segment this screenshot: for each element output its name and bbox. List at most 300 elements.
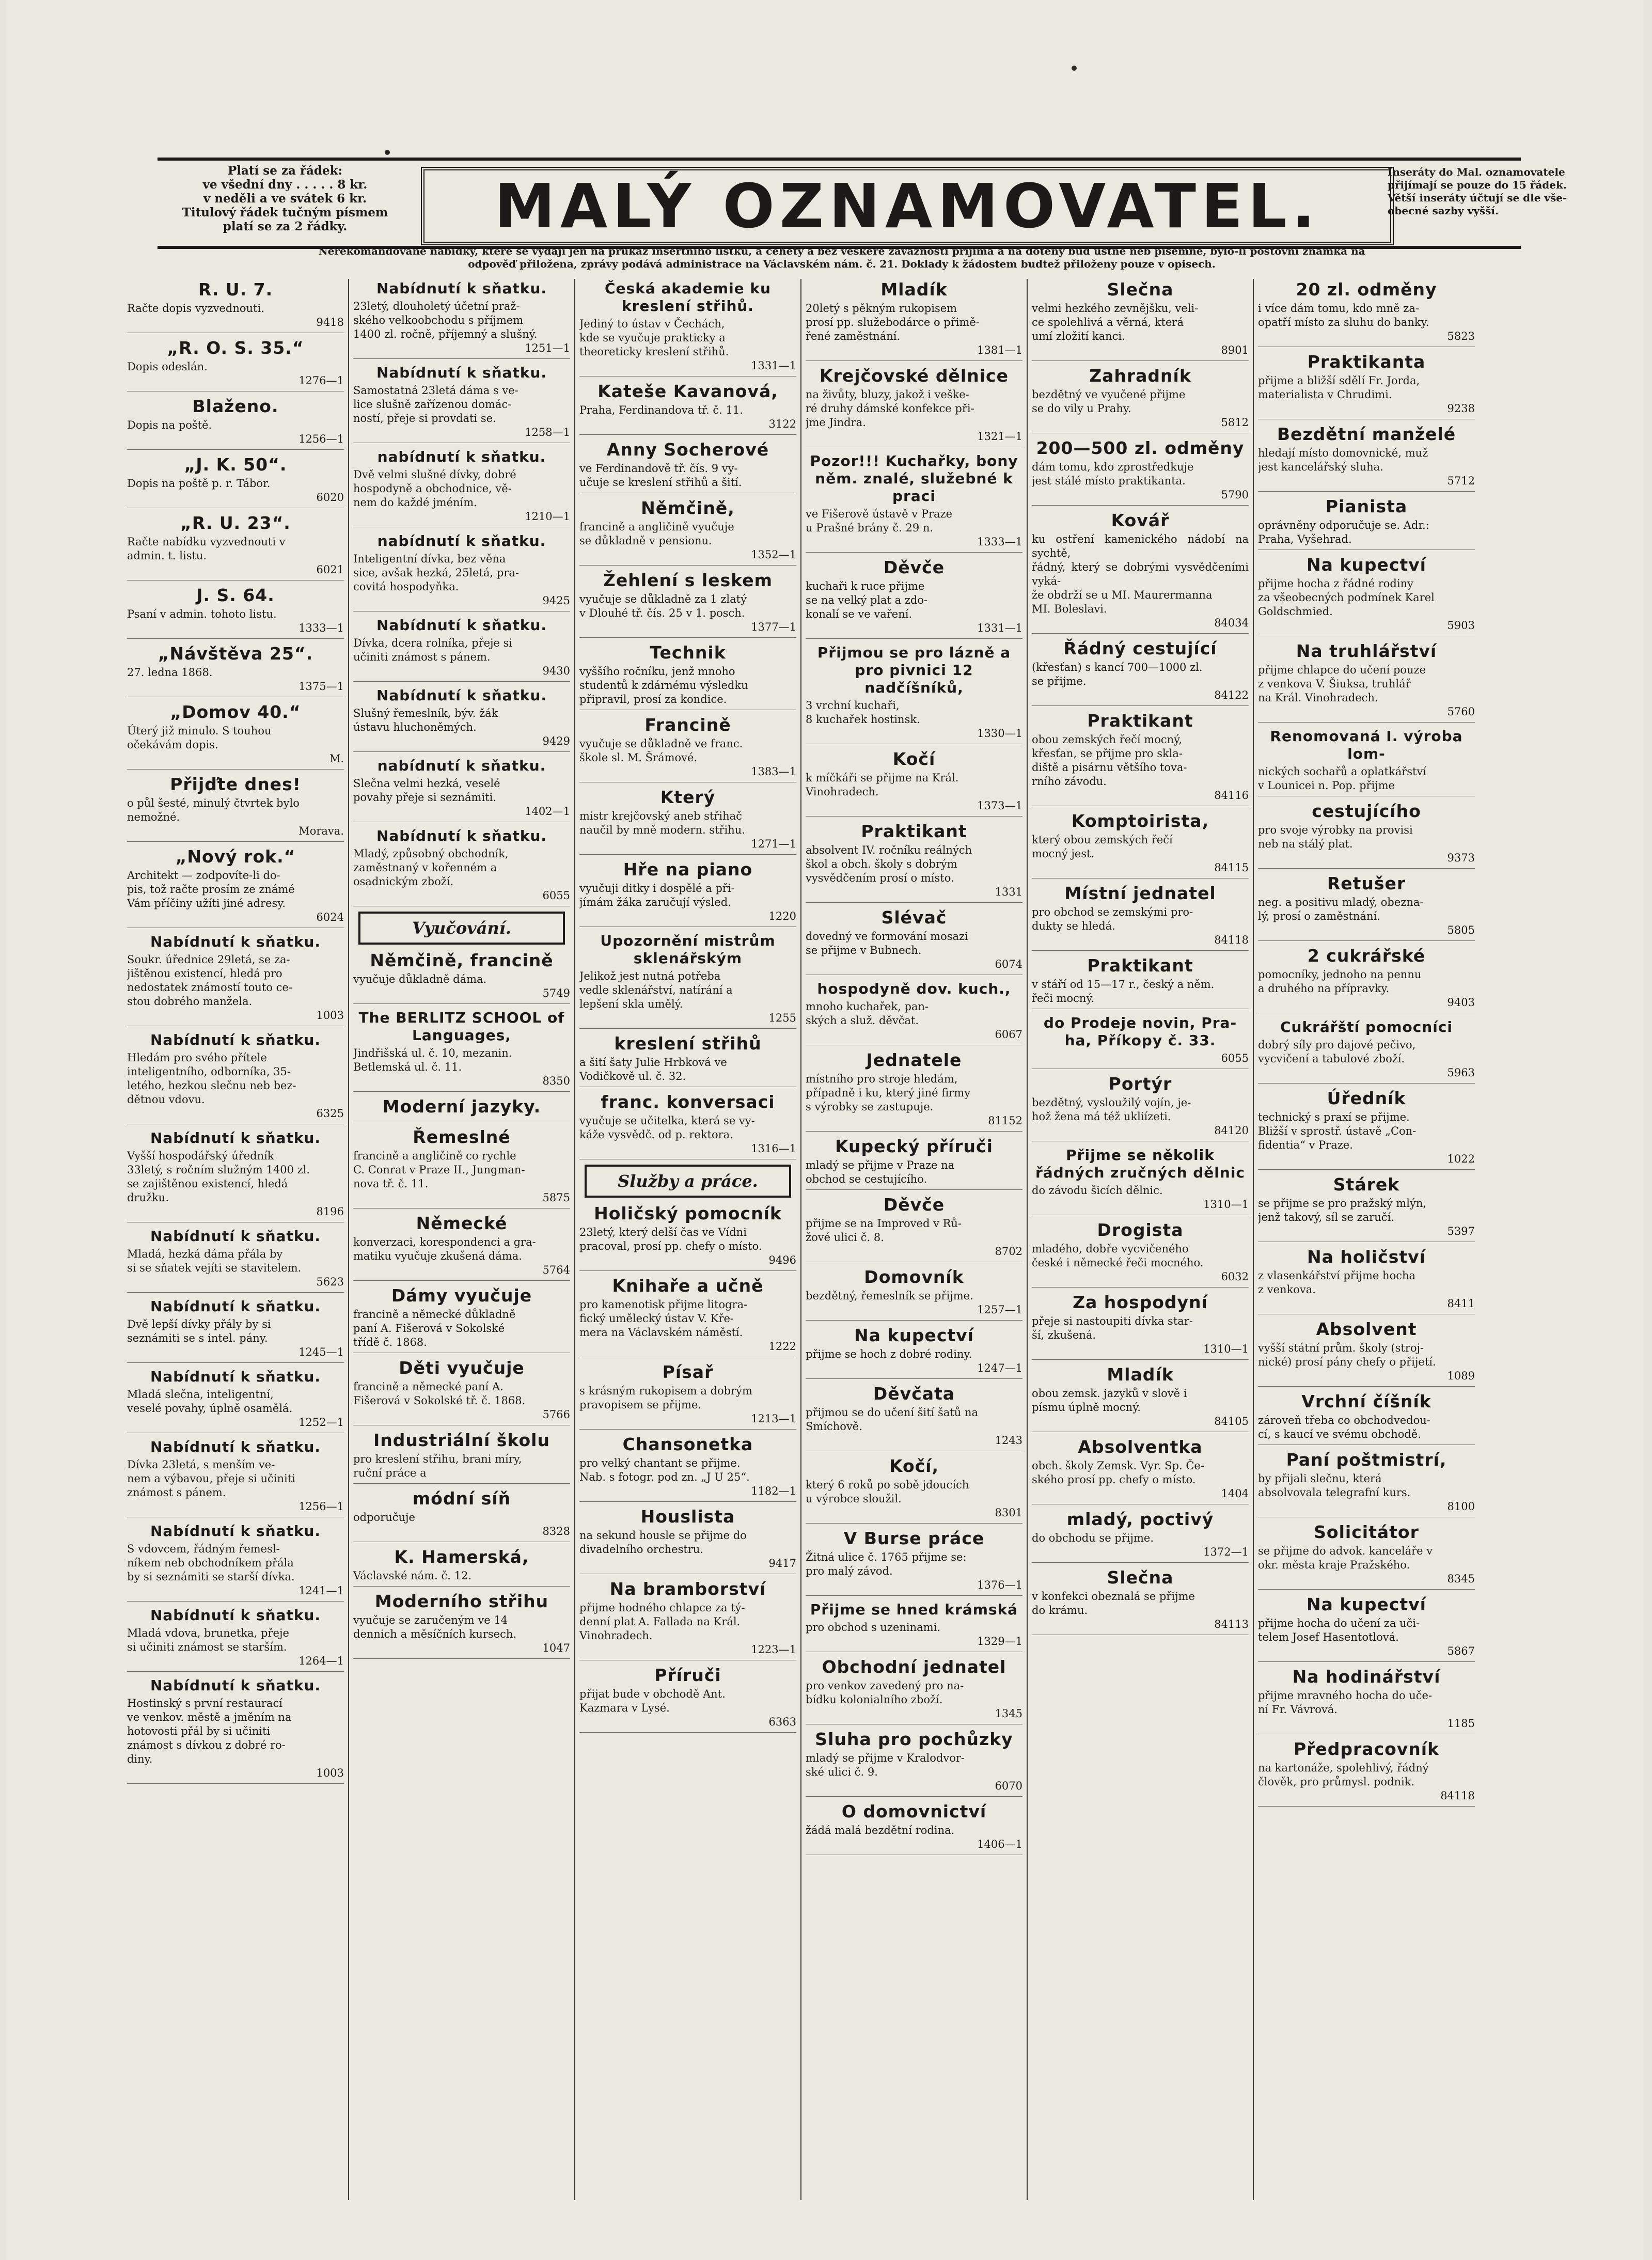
ad-text: jest kancelářský sluha.: [1258, 461, 1383, 473]
ad-text: prosí pp. služebodárce o přimě-: [806, 316, 980, 328]
ad-text: obchod se cestujícího.: [806, 1173, 927, 1185]
ad-number: 6067: [995, 1028, 1022, 1041]
classified-ad: [353, 1286, 570, 1353]
ad-heading: Jednatele: [866, 1050, 962, 1070]
ad-number: 1003: [316, 1009, 344, 1022]
classified-ad: [1258, 946, 1475, 1013]
ad-heading: Řemeslné: [413, 1127, 511, 1147]
price-line: Platí se za řádek:: [227, 164, 343, 178]
ad-text: v konfekci obeznalá se přijme: [1032, 1590, 1195, 1603]
ad-text: neb na stálý plat.: [1258, 838, 1353, 850]
classified-ad: [353, 1358, 570, 1425]
classified-ad: [1258, 874, 1475, 941]
ad-heading: Řádný cestující: [1063, 638, 1217, 658]
ad-heading: Sluha pro pochůzky: [815, 1729, 1013, 1749]
ad-number: 8350: [542, 1075, 570, 1087]
classified-ad: [1032, 639, 1249, 706]
ad-heading: Na hodinářství: [1292, 1667, 1441, 1687]
ad-text: Psaní v admin. tohoto listu.: [127, 608, 277, 620]
ad-heading: Česká akademie ku kreslení střihů.: [605, 280, 771, 315]
ad-text: v Lounicei n. Pop. přijme: [1258, 779, 1395, 792]
ad-text: konverzaci, korespondenci a gra-: [353, 1236, 536, 1248]
ad-number: 84105: [1214, 1415, 1249, 1427]
ad-text: dukty se hledá.: [1032, 920, 1115, 932]
classified-ad: [806, 822, 1022, 903]
ad-text: přijmou se do učení šití šatů na: [806, 1406, 979, 1419]
ad-number: 5760: [1447, 705, 1475, 718]
classified-ad: [353, 1431, 570, 1484]
ad-number: 1331: [995, 886, 1022, 898]
ad-text: fický umělecký ústav V. Kře-: [579, 1312, 734, 1325]
ad-heading: Na kupectví: [854, 1325, 974, 1345]
ad-text: Dvě lepší dívky přály by si: [127, 1318, 271, 1330]
ad-heading: Technik: [650, 642, 726, 663]
ad-number: 1047: [542, 1642, 570, 1654]
ad-heading: Dámy vyučuje: [391, 1285, 532, 1306]
ad-heading: Němčině, francině: [370, 950, 554, 970]
masthead-title-frame: [421, 167, 1394, 245]
ad-text: do závodu šicích dělnic.: [1032, 1184, 1163, 1197]
ad-text: Praha, Vyšehrad.: [1258, 533, 1352, 545]
ad-heading: Na holičství: [1307, 1247, 1426, 1267]
ad-text: letého, hezkou slečnu neb bez-: [127, 1079, 296, 1092]
ad-heading: Nabídnutí k sňatku.: [376, 617, 547, 634]
ink-speck: [1072, 66, 1077, 71]
classified-ad: [579, 715, 796, 782]
notice-line: odpověď přiložena, zprávy podává administrace na Václavském nám. č. 21. Doklady k žádostem budtež přiloženy pouze v opisech.: [468, 258, 1216, 270]
rules-line: přijímají se pouze do 15 řádek.: [1388, 179, 1567, 191]
ad-text: řené zaměstnání.: [806, 330, 901, 342]
ad-text: Hledám pro svého přítele: [127, 1051, 267, 1064]
ad-text: vyššího ročníku, jenž mnoho: [579, 665, 735, 678]
ad-text: francině a angličině vyučuje: [579, 521, 734, 533]
ad-text: hož žena má též ukliízeti.: [1032, 1110, 1171, 1123]
classified-ad: [1032, 280, 1249, 361]
classified-ad: [1258, 1392, 1475, 1445]
classified-ad: [806, 1657, 1022, 1724]
ad-heading: Stárek: [1333, 1174, 1400, 1195]
ad-text: Račte nabídku vyzvednouti v: [127, 536, 286, 548]
notice: [170, 245, 1513, 271]
ad-text: z venkova.: [1258, 1283, 1316, 1296]
ad-text: 20letý s pěkným rukopisem: [806, 302, 957, 315]
ad-number: 1321—1: [977, 430, 1022, 443]
ad-heading: Pianista: [1325, 496, 1408, 516]
ad-text: pro obchod s uzeninami.: [806, 1621, 940, 1634]
ad-text: Dopis odeslán.: [127, 360, 208, 373]
ad-text: lepšení skla umělý.: [579, 998, 683, 1010]
classified-ad: [1258, 1089, 1475, 1170]
classified-ad: [127, 933, 344, 1026]
classified-ad: [353, 1547, 570, 1587]
ad-text: neg. a positivu mladý, obezna-: [1258, 896, 1424, 908]
ad-number: 3122: [768, 418, 796, 430]
ad-number: 9373: [1447, 852, 1475, 864]
classified-ad: [806, 908, 1022, 975]
ad-heading: Solicitátor: [1314, 1522, 1419, 1542]
ad-heading: Předpracovník: [1293, 1739, 1440, 1759]
ad-text: pomocníky, jednoho na pennu: [1258, 968, 1422, 981]
classified-ad: [353, 617, 570, 682]
ad-text: vyučuje se zaručeným ve 14: [353, 1614, 508, 1626]
ad-heading: Mladík: [1107, 1364, 1174, 1385]
ad-number: 1252—1: [298, 1416, 344, 1429]
classified-ad: [579, 571, 796, 638]
classified-ad: [127, 586, 344, 639]
ad-number: 5790: [1221, 489, 1249, 501]
ad-text: Soukr. úřednice 29letá, se za-: [127, 953, 290, 966]
ad-heading: Cukrářští pomocníci: [1280, 1018, 1453, 1035]
classified-ad: [806, 1137, 1022, 1190]
ad-text: absolvovala telegrafní kurs.: [1258, 1486, 1411, 1499]
classified-ad: [353, 280, 570, 359]
ad-text: Samostatná 23letá dáma s ve-: [353, 384, 518, 397]
ad-heading: Nabídnutí k sňatku.: [376, 280, 547, 297]
ad-heading: Houslista: [640, 1506, 735, 1527]
ad-number: 1243: [995, 1434, 1022, 1447]
ad-text: vyšší státní prům. školy (stroj-: [1258, 1342, 1424, 1354]
classified-ad: [579, 860, 796, 927]
ad-text: mladého, dobře vycvičeného: [1032, 1243, 1189, 1255]
ad-number: 1210—1: [525, 510, 570, 523]
ad-text: 8 kuchařek hostinsk.: [806, 713, 920, 726]
ad-number: 5749: [542, 987, 570, 999]
ad-number: 8702: [995, 1245, 1022, 1258]
ad-text: Dívka 23letá, s menším ve-: [127, 1458, 275, 1471]
ad-text: se do vily u Prahy.: [1032, 402, 1131, 415]
ad-text: za všeobecných podmínek Karel: [1258, 591, 1435, 604]
ad-text: ní Fr. Vávrová.: [1258, 1703, 1338, 1716]
classified-ad: [1032, 1437, 1249, 1504]
masthead-rules-box: [1388, 166, 1567, 217]
classified-ad: [1032, 1014, 1249, 1069]
ad-heading: do Prodeje novin, Pra- ha, Příkopy č. 33.: [1043, 1014, 1237, 1049]
ad-text: sice, avšak hezká, 25letá, pra-: [353, 567, 519, 579]
classified-ad: [806, 452, 1022, 553]
ad-number: 6020: [316, 491, 344, 504]
ad-text: S vdovcem, řádným řemesl-: [127, 1543, 280, 1555]
classified-ad: [1258, 1320, 1475, 1387]
ad-number: 5805: [1447, 924, 1475, 936]
classified-ad: [1258, 1175, 1475, 1242]
ad-heading: Portýr: [1108, 1074, 1172, 1094]
ad-number: 1241—1: [298, 1584, 344, 1597]
ad-heading: Děti vyučuje: [399, 1358, 525, 1378]
ad-text: a druhého na přípravky.: [1258, 982, 1390, 995]
ad-text: konalí se ve vaření.: [806, 608, 912, 620]
ad-number: 1310—1: [1203, 1198, 1249, 1211]
ad-text: Jelikož jest nutná potřeba: [579, 970, 721, 982]
ad-heading: Moderní jazyky.: [382, 1096, 541, 1117]
ad-heading: Přijďte dnes!: [170, 774, 301, 794]
ad-number: 1333—1: [977, 536, 1022, 548]
classified-ad: [806, 1326, 1022, 1379]
classified-ad: [1032, 438, 1249, 506]
ad-number: 1247—1: [977, 1362, 1022, 1374]
ad-heading: Vrchní číšník: [1301, 1391, 1431, 1411]
ad-text: si učiniti známost se starším.: [127, 1641, 287, 1653]
ad-text: u Prašné brány č. 29 n.: [806, 522, 934, 534]
ad-heading: Děvče: [883, 557, 945, 577]
ad-heading: Nabídnutí k sňatku.: [150, 1438, 321, 1455]
ad-text: škol a obch. školy s dobrým: [806, 858, 957, 870]
ad-number: 1377—1: [751, 621, 796, 633]
ad-number: 84122: [1214, 689, 1249, 701]
ad-text: bezdětný, řemeslník se přijme.: [806, 1290, 973, 1302]
ad-number: 5903: [1447, 619, 1475, 632]
ad-number: 9429: [542, 735, 570, 747]
ad-text: přijme hodného chlapce za tý-: [579, 1602, 745, 1614]
ad-number: 1256—1: [298, 1500, 344, 1513]
classified-ad: [127, 280, 344, 333]
ad-heading: Praktikant: [1087, 711, 1193, 731]
classified-ad: [127, 775, 344, 842]
ad-text: na Král. Vinohradech.: [1258, 692, 1378, 704]
ad-heading: Písař: [662, 1362, 714, 1382]
column-rule: [1253, 279, 1254, 2200]
ad-heading: Přijmou se pro lázně a pro pivnici 12 nadčíšníků,: [817, 644, 1011, 696]
ad-text: Kazmara v Lysé.: [579, 1702, 670, 1714]
ad-heading: „R. U. 23“.: [180, 513, 291, 533]
ad-number: 5764: [542, 1264, 570, 1276]
ad-text: kuchaři k ruce přijme: [806, 580, 925, 592]
classified-ad: [1258, 802, 1475, 869]
ad-heading: Komptoirista,: [1071, 811, 1209, 831]
ad-text: v Dlouhé tř. čís. 25 v 1. posch.: [579, 607, 745, 619]
ad-number: 1223—1: [751, 1643, 796, 1656]
ad-heading: K. Hamerská,: [394, 1547, 529, 1567]
ad-text: Vyšší hospodářský úředník: [127, 1150, 274, 1162]
ad-number: 9238: [1447, 402, 1475, 415]
ad-text: veselé povahy, úplně osamělá.: [127, 1402, 293, 1415]
ad-heading: kreslení střihů: [614, 1033, 762, 1054]
ad-text: jímám žáka zaručují výsled.: [579, 896, 731, 908]
classified-ad: [579, 1435, 796, 1502]
ad-heading: Kočí: [892, 749, 936, 769]
ad-text: Václavské nám. č. 12.: [353, 1570, 472, 1582]
ad-heading: The BERLITZ SCHOOL of Languages,: [358, 1009, 565, 1044]
ad-text: nické) prosí pány chefy o přijetí.: [1258, 1356, 1436, 1368]
ad-heading: Nabídnutí k sňatku.: [150, 1298, 321, 1315]
ad-text: nických sochařů a oplatkářství: [1258, 765, 1427, 778]
ad-text: obch. školy Zemsk. Vyr. Sp. Če-: [1032, 1459, 1204, 1472]
ad-text: pro obchod se zemskými pro-: [1032, 906, 1193, 918]
ad-text: Úterý již minulo. S touhou: [127, 725, 272, 737]
ad-number: 1381—1: [977, 344, 1022, 356]
ad-heading: Němčině,: [641, 498, 735, 518]
ad-text: ského velkoobchodu s příjmem: [353, 314, 524, 326]
ad-text: do krámu.: [1032, 1604, 1088, 1616]
ad-text: z venkova V. Šiuksa, truhlář: [1258, 678, 1411, 690]
ad-number: 1251—1: [525, 342, 570, 354]
ad-number: 6070: [995, 1780, 1022, 1792]
classified-ad: [127, 1298, 344, 1363]
ad-number: 84034: [1214, 617, 1249, 629]
ad-text: nem do každé jméním.: [353, 496, 477, 509]
ad-number: 1331—1: [751, 359, 796, 372]
ad-text: ve venkov. městě a jměním na: [127, 1711, 292, 1723]
ad-number: 1256—1: [298, 433, 344, 445]
ad-text: žové ulici č. 8.: [806, 1231, 884, 1244]
ad-text: ústavu hluchoněmých.: [353, 721, 477, 733]
ad-text: okr. města kraje Pražského.: [1258, 1559, 1410, 1571]
classified-ad: [1258, 1739, 1475, 1807]
classified-ad: [1258, 1595, 1475, 1662]
ad-heading: Knihaře a učně: [612, 1276, 764, 1296]
ad-column: [1258, 279, 1475, 2200]
ad-text: přijme chlapce do učení pouze: [1258, 664, 1426, 676]
ad-text: lý, prosí o zaměstnání.: [1258, 910, 1380, 922]
column-rule: [574, 279, 575, 2200]
ad-heading: nabídnutí k sňatku.: [377, 448, 546, 465]
ad-text: pro venkov zavedený pro na-: [806, 1680, 964, 1692]
classified-ad: [1258, 641, 1475, 723]
ad-text: zároveň třeba co obchodvedou-: [1258, 1414, 1430, 1426]
ad-text: Vinohradech.: [579, 1629, 653, 1642]
ad-text: bezdětný ve vyučené přijme: [1032, 388, 1186, 401]
ad-text: Dvě velmi slušné dívky, dobré: [353, 468, 516, 481]
ad-heading: Domovník: [864, 1267, 964, 1287]
ad-text: telem Josef Hasentotlová.: [1258, 1631, 1399, 1643]
ad-number: 84120: [1214, 1124, 1249, 1137]
ad-number: 1345: [995, 1707, 1022, 1720]
ad-number: 1330—1: [977, 727, 1022, 740]
ad-text: 23letý, dlouholetý účetní praž-: [353, 300, 520, 312]
classified-ad: [579, 440, 796, 493]
ad-text: připravil, prosí za kondice.: [579, 693, 727, 705]
ad-text: vycvičení a tabulové zboží.: [1258, 1053, 1405, 1065]
ad-heading: Zahradník: [1089, 366, 1191, 386]
ad-text: diny.: [127, 1753, 153, 1765]
price-line: platí se za 2 řádky.: [223, 219, 348, 233]
classified-ad: [579, 280, 796, 376]
ad-heading: Za hospodyní: [1073, 1292, 1208, 1312]
ad-text: ré druhy dámské konfekce při-: [806, 402, 974, 415]
masthead-price-box: [164, 164, 406, 233]
ad-heading: Renomovaná I. výroba lom-: [1270, 728, 1463, 762]
ad-text: francině a německé důkladně: [353, 1308, 516, 1321]
classified-ad: [806, 1529, 1022, 1596]
rules-line: obecné sazby vyšší.: [1388, 205, 1499, 217]
ad-text: Mladý, způsobný obchodník,: [353, 848, 509, 860]
ad-text: pro svoje výrobky na provisi: [1258, 824, 1413, 836]
ad-text: odporučuje: [353, 1511, 415, 1524]
price-line: v neděli a ve svátek 6 kr.: [203, 192, 367, 206]
ad-number: 1222: [768, 1340, 796, 1353]
ad-text: se přijme do advok. kanceláře v: [1258, 1545, 1433, 1557]
ad-text: Smíchově.: [806, 1420, 862, 1433]
ad-number: 6325: [316, 1107, 344, 1120]
ad-number: 5823: [1447, 330, 1475, 342]
ad-text: se důkladně v pensionu.: [579, 535, 712, 547]
ad-number: 1383—1: [751, 765, 796, 778]
ad-number: 5963: [1447, 1066, 1475, 1079]
ad-number: 8901: [1221, 344, 1249, 356]
classified-ad: [806, 1601, 1022, 1652]
ad-text: žádá malá bezdětní rodina.: [806, 1824, 955, 1837]
ad-text: C. Conrat v Praze II., Jungman-: [353, 1164, 525, 1176]
ad-number: 1182—1: [751, 1485, 796, 1497]
ad-heading: „R. O. S. 35.“: [167, 338, 304, 358]
ad-text: káže vysvědč. od p. rektora.: [579, 1128, 733, 1141]
ad-text: francině a angličině co rychle: [353, 1150, 516, 1162]
classified-ad: [806, 1050, 1022, 1132]
ad-text: dennich a měsíčních kursech.: [353, 1628, 517, 1640]
ad-text: ve Ferdinandově tř. čís. 9 vy-: [579, 462, 738, 475]
ad-text: Mladá, hezká dáma přála by: [127, 1248, 283, 1260]
ad-text: nova tř. č. 11.: [353, 1178, 429, 1190]
ad-heading: 20 zl. odměny: [1296, 279, 1437, 300]
ad-heading: „Nový rok.“: [175, 846, 296, 867]
ad-text: družku.: [127, 1191, 169, 1204]
ad-number: 1089: [1447, 1370, 1475, 1382]
ad-text: jištěnou existencí, hledá pro: [127, 967, 282, 980]
classified-ad: [353, 757, 570, 822]
ad-text: k míčkáři se přijme na Král.: [806, 772, 959, 784]
ad-text: v stáří od 15—17 r., český a něm.: [1032, 978, 1215, 991]
classified-ad: [1258, 728, 1475, 796]
ad-number: 1255: [768, 1012, 796, 1024]
ad-columns: [127, 279, 1475, 2200]
ad-text: Bližší v sprostř. ústavě „Con-: [1258, 1125, 1417, 1137]
ad-number: 84115: [1214, 861, 1249, 874]
ad-heading: Nabídnutí k sňatku.: [376, 687, 547, 704]
ad-column: [806, 279, 1022, 2200]
ad-number: 1271—1: [751, 838, 796, 850]
ad-text: zaměstnaný v kořenném a: [353, 861, 497, 874]
ad-text: na sekund housle se přijme do: [579, 1529, 747, 1542]
ad-text: Vám příčiny užíti jiné adresy.: [127, 897, 286, 909]
ad-text: absolvent IV. ročníku reálných: [806, 844, 972, 856]
ad-heading: Místní jednatel: [1064, 883, 1216, 903]
ad-text: pis, tož račte prosím ze známé: [127, 883, 295, 896]
ad-text: učuje se kreslení střihů a šití.: [579, 476, 742, 489]
ad-number: 8196: [316, 1205, 344, 1218]
ad-number: 1376—1: [977, 1579, 1022, 1591]
price-line: ve všední dny . . . . . 8 kr.: [202, 178, 368, 192]
ad-text: si se sňatek vejíti se stavitelem.: [127, 1262, 302, 1274]
ad-text: opatří místo za sluhu do banky.: [1258, 316, 1429, 328]
classified-ad: [806, 1384, 1022, 1451]
price-line: Titulový řádek tučným písmem: [182, 206, 388, 219]
ad-number: 8411: [1447, 1297, 1475, 1310]
ad-text: francině a německé paní A.: [353, 1380, 504, 1393]
ad-text: Jediný to ústav v Čechách,: [579, 318, 725, 330]
ad-text: ruční práce a: [353, 1467, 427, 1479]
ad-text: ského prosí pp. chefy o místo.: [1032, 1473, 1196, 1486]
ad-number: 1373—1: [977, 799, 1022, 812]
ad-number: 6021: [316, 563, 344, 576]
ad-text: jenž takový, síl se zaručí.: [1258, 1211, 1394, 1223]
ad-text: hospodyně a obchodnice, vě-: [353, 482, 512, 495]
ad-text: přijme hocha do učení za uči-: [1258, 1617, 1420, 1629]
classified-ad: [806, 1456, 1022, 1524]
ad-number: 9496: [768, 1254, 796, 1266]
ad-text: nemožné.: [127, 811, 180, 823]
ad-number: 5623: [316, 1276, 344, 1288]
ad-heading: V Burse práce: [843, 1528, 985, 1548]
ad-heading: Hře na piano: [623, 859, 753, 880]
ad-number: 6055: [542, 889, 570, 902]
ad-text: Fišerová v Sokolské tř. č. 1868.: [353, 1394, 526, 1407]
ad-number: 1185: [1447, 1717, 1475, 1730]
ad-number: 8100: [1447, 1500, 1475, 1513]
classified-ad: [579, 788, 796, 855]
ad-text: pro kreslení střihu, brani míry,: [353, 1453, 522, 1465]
ad-column: [1032, 279, 1249, 2200]
ad-text: velmi hezkého zevnějšku, veli-: [1032, 302, 1199, 315]
notice-line: Nerekomandované nabídky, které se vydají jen na průkaz insertního lístku, a cehety a bez veškeré závaznosti přijímá a na doteny buď ústně neb písemně, bylo-li poštovní známka na: [318, 245, 1365, 257]
